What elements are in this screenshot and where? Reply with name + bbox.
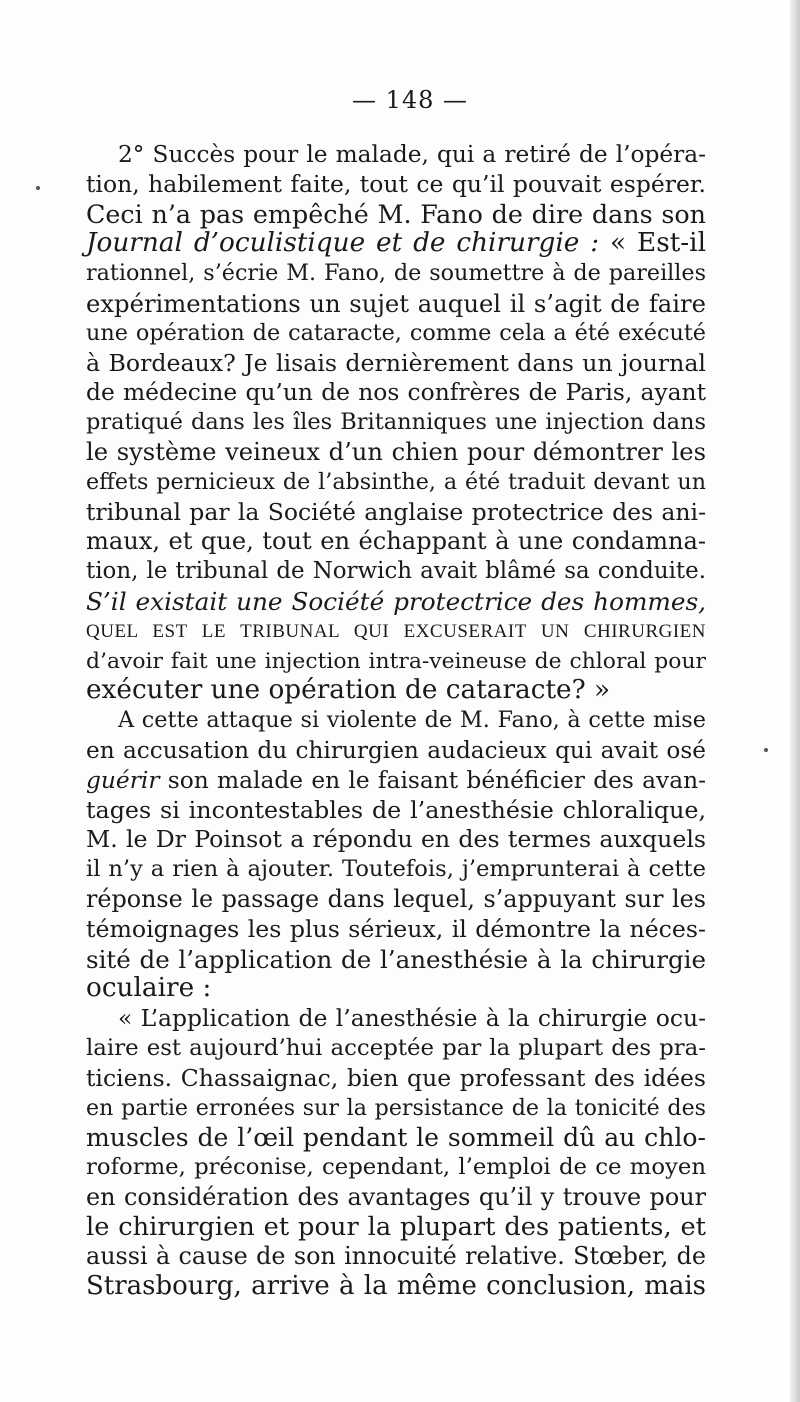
text-line: roforme, préconise, cependant, l’emploi de ce moyen bbox=[86, 1154, 706, 1181]
text-line: en considération des avantages qu’il y trouve pour bbox=[86, 1182, 706, 1211]
text-line: exécuter une opération de cataracte? » bbox=[86, 675, 611, 706]
emphasis-word: guérir bbox=[86, 766, 160, 794]
text-line: il n’y a rien à ajouter. Toutefois, j’emprunterai à cette bbox=[86, 856, 706, 883]
text-line: effets pernicieux de l’absinthe, a été traduit devant un bbox=[86, 468, 706, 495]
text-line: oculaire : bbox=[86, 973, 212, 1004]
body-text bbox=[86, 140, 706, 1302]
text-line: tion, habilement faite, tout ce qu’il pouvait espérer. bbox=[86, 169, 706, 198]
text-line: pratiqué dans les îles Britanniques une injection dans bbox=[86, 409, 706, 436]
text-line bbox=[86, 766, 706, 796]
text-line: expérimentations un sujet auquel il s’agit de faire bbox=[86, 288, 706, 318]
text-fragment: son malade en le faisant bénéficier des avan- bbox=[159, 766, 706, 794]
text-line: 2° Succès pour le malade, qui a retiré de l’opéra- bbox=[118, 141, 706, 168]
text-line: en partie erronées sur la persistance de la tonicité des bbox=[86, 1094, 706, 1121]
text-line: « L’application de l’anesthésie à la chirurgie ocu- bbox=[118, 1004, 706, 1033]
text-fragment: « Est-il bbox=[599, 228, 706, 259]
text-line: A cette attaque si violente de M. Fano, à cette mise bbox=[118, 707, 706, 734]
text-line-italic: S’il existait une Société protectrice des hommes, bbox=[86, 586, 706, 616]
text-line: maux, et que, tout en échappant à une condamna- bbox=[86, 527, 706, 556]
text-line: à Bordeaux? Je lisais dernièrement dans un journal bbox=[86, 348, 706, 377]
text-line: Strasbourg, arrive à la même conclusion, mais bbox=[86, 1271, 706, 1302]
journal-title: Journal d’oculistique et de chirurgie : bbox=[86, 228, 600, 259]
text-line: laire est aujourd’hui acceptée par la plupart des pra- bbox=[86, 1034, 706, 1061]
text-line bbox=[86, 229, 706, 259]
text-line: témoignages les plus sérieux, il démontre la néces- bbox=[86, 914, 706, 943]
text-line: en accusation du chirurgien audacieux qui avait osé bbox=[86, 736, 706, 764]
text-line: rationnel, s’écrie M. Fano, de soumettre à de pareilles bbox=[86, 260, 706, 287]
text-line: le système veineux d’un chien pour démontrer les bbox=[86, 437, 706, 466]
text-line: aussi à cause de son innocuité relative. Stœber, de bbox=[86, 1242, 706, 1271]
text-line: de médecine qu’un de nos confrères de Paris, ayant bbox=[86, 378, 706, 407]
text-line: tages si incontestables de l’anesthésie chloralique, bbox=[86, 795, 706, 824]
text-line: le chirurgien et pour la plupart des patients, et bbox=[86, 1211, 706, 1242]
text-line: d’avoir fait une injection intra-veineuse de chloral pour bbox=[86, 648, 706, 674]
text-line: ticiens. Chassaignac, bien que professant des idées bbox=[86, 1063, 706, 1092]
text-line: muscles de l’œil pendant le sommeil dû au chlo- bbox=[86, 1123, 706, 1153]
text-line: M. le Dr Poinsot a répondu en des termes auxquels bbox=[86, 825, 706, 854]
text-line: une opération de cataracte, comme cela a été exécuté bbox=[86, 319, 706, 346]
text-line: tribunal par la Société anglaise protectrice des ani- bbox=[86, 497, 706, 526]
page-number: — 148 — bbox=[351, 86, 469, 114]
page-edge-shadow bbox=[790, 0, 800, 1402]
text-line: sité de l’application de l’anesthésie à la chirurgie bbox=[86, 944, 706, 974]
text-line: Ceci n’a pas empêché M. Fano de dire dans son bbox=[86, 198, 706, 229]
ink-speck bbox=[36, 186, 40, 190]
text-line: réponse le passage dans lequel, s’appuyant sur les bbox=[86, 884, 706, 913]
text-line: tion, le tribunal de Norwich avait blâmé sa conduite. bbox=[86, 558, 706, 585]
ink-speck bbox=[764, 748, 768, 752]
text-line-small-caps: QUEL EST LE TRIBUNAL QUI EXCUSERAIT UN CHIRURGIEN bbox=[86, 620, 706, 642]
